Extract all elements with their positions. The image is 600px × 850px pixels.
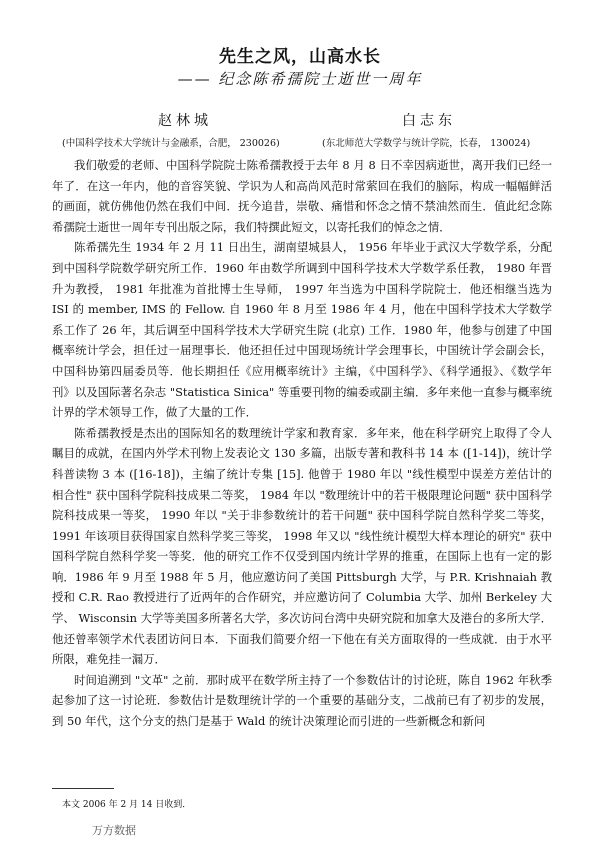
watermark: 万方数据: [92, 824, 136, 837]
author-1-affiliation: (中国科学技术大学统计与金融系，合肥， 230026): [62, 138, 280, 149]
paragraph-2: 陈希孺先生 1934 年 2 月 11 日出生，湖南望城县人， 1956 年毕业于武汉大学数学系，分配到中国科学院数学研究所工作．1960 年由数学所调到中国科学技术大学数学系任教， 1980 年晋升为教授， 1981 年批准为首批博士生导师， 1997 年当选为中国科学院院士．他还相继当选为 ISI 的 member, IMS 的 Fellow. 自 1960 年 8 月至 1986 年 4 月，他在中国科学技术大学数学系工作了 26 年，其后调至中国科学技术大学研究生院 (北京) 工作．1980 年，他参与创建了中国概率统计学会，担任过一届理事长．他还担任过中国现场统计学会理事长，中国统计学会副会长，中国科协第四届委员等．他长期担任《应用概率统计》主编，《中国科学》、《科学通报》、《数学年刊》以及国际著名杂志 "Statistica Sinica" 等重要刊物的编委或副主编．多年来他一直参与概率统计界的学术领导工作，做了大量的工作．: [52, 240, 552, 420]
author-2-affiliation: (东北师范大学数学与统计学院，长春， 130024): [322, 138, 531, 149]
author-2-name: 白志东: [402, 113, 456, 129]
article-subtitle: —— 纪念陈希孺院士逝世一周年: [177, 70, 423, 88]
paragraph-3: 陈希孺教授是杰出的国际知名的数理统计学家和教育家．多年来，他在科学研究上取得了令人瞩目的成就，在国内外学术刊物上发表论文 130 多篇，出版专著和教科书 14 本 ([1-14])，统计学科普读物 3 本 ([16-18])，主编了统计专集 [15]. 他曾于 1980 年以 "线性模型中误差方差估计的相合性" 获中国科学院科技成果二等奖， 1984 年以 "数理统计中的若干极限理论问题" 获中国科学院科技成果一等奖， 1990 年以 "关于非参数统计的若干问题" 获中国科学院自然科学奖二等奖， 1991 年该项目获得国家自然科学奖三等奖， 1998 年又以 "线性统计模型大样本理论的研究" 获中国科学院自然科学奖一等奖．他的研究工作不仅受到国内统计学界的推重，在国际上也有一定的影响．1986 年 9 月至 1988 年 5 月，他应邀访问了美国 Pittsburgh 大学，与 P.R. Krishnaiah 教授和 C.R. Rao 教授进行了近两年的合作研究，并应邀访问了 Columbia 大学、加州 Berkeley 大学、 Wisconsin 大学等美国多所著名大学，多次访问台湾中央研究院和加拿大及港台的多所大学．他还曾率领学术代表团访问日本．下面我们简要介绍一下他在有关方面取得的一些成就．由于水平所限，难免挂一漏万．: [52, 425, 552, 667]
paragraph-4: 时间追溯到 "文革" 之前．那时成平在数学所主持了一个参数估计的讨论班，陈自 1962 年秋季起参加了这一讨论班．参数估计是数理统计学的一个重要的基础分支，二战前已有了初步的发展，到 50 年代，这个分支的热门是基于 Wald 的统计决策理论而引进的一些新概念和新问: [52, 672, 552, 729]
author-1-name: 赵林城: [158, 113, 212, 129]
article-title: 先生之风，山高水长: [219, 47, 381, 67]
footnote: 本文 2006 年 2 月 14 日收到．: [62, 800, 192, 810]
paragraph-1: 我们敬爱的老师、中国科学院院士陈希孺教授于去年 8 月 8 日不幸因病逝世，离开我们已经一年了．在这一年内，他的音容笑貌、学识为人和高尚风范时常萦回在我们的脑际，构成一幅幅鲜活的画面，就仿佛他仍然在我们中间．抚今追昔，崇敬、痛惜和怀念之情不禁油然而生．值此纪念陈希孺院士逝世一周年专刊出版之际，我们特撰此短文，以寄托我们的悼念之情．: [52, 158, 552, 234]
footnote-rule: [52, 788, 114, 789]
article-body: [52, 155, 552, 732]
